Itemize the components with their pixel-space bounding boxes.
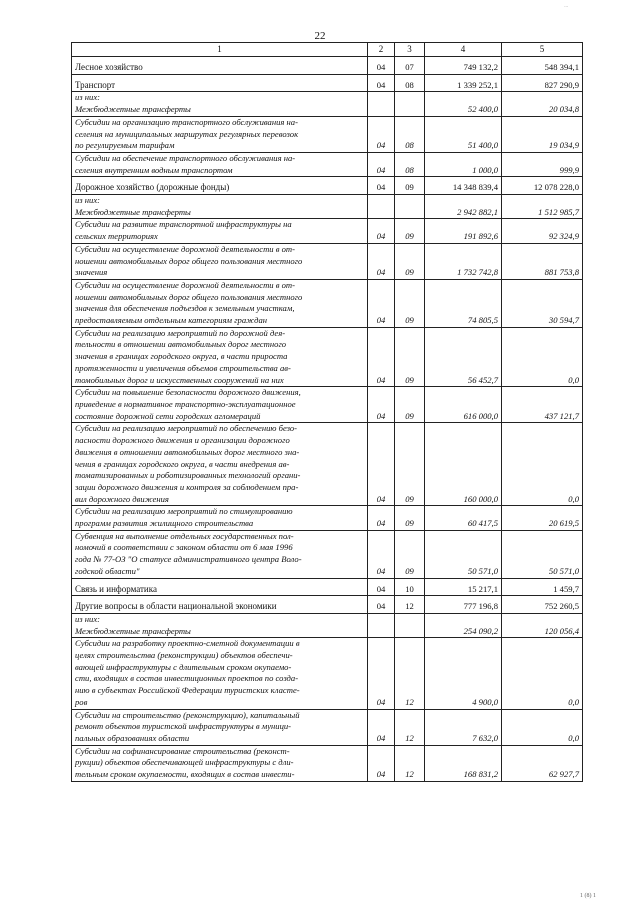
row-name-line: Транспорт — [75, 79, 116, 90]
row-actual-value: 548 394,1 — [502, 62, 583, 74]
row-name — [72, 613, 368, 625]
row-subsection-code: 09 — [395, 506, 425, 530]
row-plan-value: 160 000,0 — [425, 423, 502, 506]
row-plan-value: 168 831,2 — [425, 745, 502, 781]
row-name — [72, 182, 368, 194]
row-actual-value: 50 571,0 — [502, 530, 583, 578]
column-header-plan: 4 — [425, 43, 502, 57]
table-row — [72, 219, 583, 243]
row-name-line: ров — [75, 696, 88, 707]
row-plan-value: 2 942 882,1 — [425, 207, 502, 219]
row-name-line: нию в субъектах Российской Федерации туристских класте- — [75, 685, 300, 696]
row-actual-value: 1 512 985,7 — [502, 207, 583, 219]
column-header-subsection: 3 — [395, 43, 425, 57]
row-name — [72, 116, 368, 152]
row-section-code: 04 — [368, 745, 395, 781]
row-section-code — [368, 195, 395, 207]
row-subsection-code: 08 — [395, 152, 425, 176]
row-section-code — [368, 613, 395, 625]
row-section-code: 04 — [368, 530, 395, 578]
row-name — [72, 243, 368, 279]
row-actual-value: 12 078 228,0 — [502, 182, 583, 194]
row-actual-value: 120 056,4 — [502, 626, 583, 638]
row-name-line: из них: — [75, 92, 101, 103]
table-row — [72, 626, 583, 638]
row-name — [72, 62, 368, 74]
row-section-code: 04 — [368, 638, 395, 709]
row-subsection-code: 09 — [395, 423, 425, 506]
row-subsection-code — [395, 104, 425, 116]
row-plan-value: 1 732 742,8 — [425, 243, 502, 279]
row-plan-value: 74 805,5 — [425, 279, 502, 327]
row-name-line: сти, входящих в состав инвестиционных проектов по созда- — [75, 673, 299, 684]
row-actual-value: 437 121,7 — [502, 387, 583, 423]
row-name-line: ношении автомобильных дорог общего пользования местного — [75, 291, 303, 302]
row-actual-value — [502, 92, 583, 104]
row-section-code: 04 — [368, 279, 395, 327]
table-row — [72, 62, 583, 74]
row-section-code: 04 — [368, 601, 395, 613]
row-name-line: приведение в нормативное транспортно-эксплуатационное — [75, 398, 296, 409]
row-name — [72, 601, 368, 613]
row-name — [72, 152, 368, 176]
table-row — [72, 506, 583, 530]
row-plan-value — [425, 195, 502, 207]
row-name-line: Субсидии на организацию транспортного обслуживания на- — [75, 116, 298, 127]
row-name-line: значения в границах городского округа, в части прироста — [75, 351, 288, 362]
row-section-code: 04 — [368, 116, 395, 152]
row-name-line: номочий в соответствии с законом области от 6 мая 1996 — [75, 542, 293, 553]
row-name-line: Субсидии на осуществление дорожной деятельности в от- — [75, 279, 296, 290]
row-subsection-code: 09 — [395, 387, 425, 423]
row-subsection-code: 07 — [395, 62, 425, 74]
row-name-line: из них: — [75, 613, 101, 624]
table-row — [72, 207, 583, 219]
row-name-line: Субсидии на разработку проектно-сметной документации в — [75, 638, 300, 649]
row-name — [72, 638, 368, 709]
row-name-line: Связь и информатика — [75, 583, 157, 594]
row-name-line: движения в отношении автомобильных дорог местного зна- — [75, 446, 300, 457]
table-body — [72, 57, 583, 782]
table-row — [72, 104, 583, 116]
row-actual-value — [502, 613, 583, 625]
row-name-line: Субсидии на обеспечение транспортного обслуживания на- — [75, 152, 296, 163]
row-plan-value — [425, 613, 502, 625]
table-row — [72, 387, 583, 423]
row-subsection-code: 09 — [395, 530, 425, 578]
row-name-line: ношении автомобильных дорог общего пользования местного — [75, 255, 303, 266]
row-actual-value: 999,9 — [502, 152, 583, 176]
table-row — [72, 116, 583, 152]
row-name-line: значения — [75, 267, 108, 278]
row-actual-value: 881 753,8 — [502, 243, 583, 279]
row-actual-value: 20 619,5 — [502, 506, 583, 530]
row-section-code: 04 — [368, 243, 395, 279]
row-section-code — [368, 104, 395, 116]
table-row — [72, 601, 583, 613]
row-plan-value: 4 900,0 — [425, 638, 502, 709]
row-name-line: Межбюджетные трансферты — [75, 104, 191, 115]
row-name — [72, 423, 368, 506]
row-subsection-code: 09 — [395, 279, 425, 327]
table-row — [72, 182, 583, 194]
row-actual-value: 19 034,9 — [502, 116, 583, 152]
row-subsection-code: 09 — [395, 327, 425, 387]
row-name-line: Субсидии на повышение безопасности дорожного движения, — [75, 387, 301, 398]
row-section-code: 04 — [368, 387, 395, 423]
row-name-line: пальных образованиях области — [75, 732, 190, 743]
row-actual-value: 0,0 — [502, 638, 583, 709]
row-name-line: предоставляемым отдельным категориям граждан — [75, 315, 268, 326]
row-name-line: протяженности и увеличения объемов строительства ав- — [75, 362, 291, 373]
row-section-code: 04 — [368, 584, 395, 596]
row-section-code: 04 — [368, 506, 395, 530]
row-section-code: 04 — [368, 80, 395, 92]
row-name-line: Межбюджетные трансферты — [75, 625, 191, 636]
row-name-line: вил дорожного движения — [75, 493, 169, 504]
row-name-line: по регулируемым тарифам — [75, 140, 175, 151]
row-name — [72, 219, 368, 243]
row-name — [72, 709, 368, 745]
scan-footer-mark: 1 (8) 1 — [580, 893, 596, 899]
row-name — [72, 745, 368, 781]
table-row — [72, 613, 583, 625]
row-plan-value: 1 000,0 — [425, 152, 502, 176]
row-name-line: тельным сроком окупаемости, входящих в состав инвести- — [75, 769, 295, 780]
row-subsection-code: 12 — [395, 601, 425, 613]
row-name — [72, 387, 368, 423]
row-name-line: значения для обеспечения подъездов к земельным участкам, — [75, 303, 295, 314]
row-plan-value: 777 196,8 — [425, 601, 502, 613]
row-name-line: томобильных дорог и искусственных сооружений на них — [75, 374, 284, 385]
row-name — [72, 506, 368, 530]
table-row — [72, 152, 583, 176]
row-name-line: целях строительства (реконструкции) объектов обеспечи- — [75, 650, 293, 661]
column-header-actual: 5 — [502, 43, 583, 57]
row-actual-value: 30 594,7 — [502, 279, 583, 327]
row-subsection-code: 08 — [395, 116, 425, 152]
row-plan-value: 52 400,0 — [425, 104, 502, 116]
row-name-line: Субсидии на реализацию мероприятий по стимулированию — [75, 506, 293, 517]
row-name-line: тельности в отношении автомобильных дорог местного — [75, 339, 287, 350]
row-subsection-code: 09 — [395, 243, 425, 279]
row-name — [72, 327, 368, 387]
row-name-line: года № 77-ОЗ "О статусе административного центра Воло- — [75, 554, 302, 565]
row-name-line: пасности дорожного движения и организации дорожного — [75, 435, 290, 446]
row-plan-value: 60 417,5 — [425, 506, 502, 530]
row-plan-value: 56 452,7 — [425, 327, 502, 387]
row-subsection-code — [395, 92, 425, 104]
row-name-line: Межбюджетные трансферты — [75, 206, 191, 217]
row-section-code: 04 — [368, 152, 395, 176]
row-name-line: Субсидии на развитие транспортной инфраструктуры на — [75, 219, 292, 230]
table-row — [72, 80, 583, 92]
row-name-line: сельских территориях — [75, 231, 158, 242]
table-row — [72, 327, 583, 387]
row-subsection-code: 08 — [395, 80, 425, 92]
row-plan-value: 15 217,1 — [425, 584, 502, 596]
row-name-line: Другие вопросы в области национальной экономики — [75, 601, 277, 612]
row-name — [72, 584, 368, 596]
row-name-line: Субсидии на строительство (реконструкцию), капитальный — [75, 709, 300, 720]
row-name — [72, 626, 368, 638]
row-actual-value: 0,0 — [502, 423, 583, 506]
row-name-line: томатизированных и роботизированных технологий органи- — [75, 470, 301, 481]
row-name — [72, 279, 368, 327]
row-subsection-code — [395, 626, 425, 638]
row-section-code — [368, 207, 395, 219]
row-name-line: Субсидии на реализацию мероприятий по обеспечению безо- — [75, 423, 298, 434]
row-name-line: вающей инфраструктуры с длительным сроком окупаемо- — [75, 661, 292, 672]
row-plan-value — [425, 92, 502, 104]
table-row — [72, 92, 583, 104]
row-subsection-code: 09 — [395, 219, 425, 243]
table-row — [72, 423, 583, 506]
row-name — [72, 92, 368, 104]
row-name-line: рукции) объектов обеспечивающей инфраструктуры с дли- — [75, 757, 294, 768]
row-section-code: 04 — [368, 62, 395, 74]
row-plan-value: 254 090,2 — [425, 626, 502, 638]
row-actual-value: 1 459,7 — [502, 584, 583, 596]
table-header-row — [72, 43, 583, 57]
row-name-line: Дорожное хозяйство (дорожные фонды) — [75, 182, 230, 193]
row-name — [72, 80, 368, 92]
row-name-line: чения в границах городского округа, в части внедрения ав- — [75, 458, 290, 469]
row-plan-value: 51 400,0 — [425, 116, 502, 152]
row-section-code: 04 — [368, 182, 395, 194]
row-plan-value: 191 892,6 — [425, 219, 502, 243]
row-subsection-code: 12 — [395, 638, 425, 709]
row-section-code: 04 — [368, 327, 395, 387]
row-actual-value: 827 290,9 — [502, 80, 583, 92]
row-name-line: селения внутренним водным транспортом — [75, 164, 233, 175]
row-name-line: состояние дорожной сети городских агломераций — [75, 410, 261, 421]
row-name-line: программ развития жилищного строительства — [75, 518, 254, 529]
row-plan-value: 14 348 839,4 — [425, 182, 502, 194]
row-plan-value: 749 132,2 — [425, 62, 502, 74]
row-subsection-code: 12 — [395, 745, 425, 781]
row-subsection-code: 10 — [395, 584, 425, 596]
row-name-line: Субвенция на выполнение отдельных государственных пол- — [75, 530, 294, 541]
row-actual-value: 0,0 — [502, 709, 583, 745]
row-name-line: годской области" — [75, 565, 140, 576]
row-subsection-code — [395, 207, 425, 219]
budget-table — [71, 42, 583, 782]
row-name-line: Субсидии на софинансирование строительства (реконст- — [75, 745, 290, 756]
row-plan-value: 7 632,0 — [425, 709, 502, 745]
table-row — [72, 709, 583, 745]
row-section-code — [368, 92, 395, 104]
row-subsection-code: 09 — [395, 182, 425, 194]
row-plan-value: 1 339 252,1 — [425, 80, 502, 92]
row-name — [72, 104, 368, 116]
row-section-code: 04 — [368, 219, 395, 243]
row-name — [72, 530, 368, 578]
table-row — [72, 243, 583, 279]
row-name-line: Субсидии на осуществление дорожной деятельности в от- — [75, 243, 296, 254]
row-section-code — [368, 626, 395, 638]
row-actual-value — [502, 195, 583, 207]
row-name-line: зации дорожного движения и контроля за соблюдением пра- — [75, 481, 299, 492]
row-subsection-code: 12 — [395, 709, 425, 745]
row-name-line: из них: — [75, 195, 101, 206]
table-row — [72, 530, 583, 578]
row-actual-value: 0,0 — [502, 327, 583, 387]
row-section-code: 04 — [368, 423, 395, 506]
page-number: 22 — [314, 30, 326, 42]
row-plan-value: 616 000,0 — [425, 387, 502, 423]
row-actual-value: 62 927,7 — [502, 745, 583, 781]
row-actual-value: 20 034,8 — [502, 104, 583, 116]
row-section-code: 04 — [368, 709, 395, 745]
row-name — [72, 195, 368, 207]
row-name-line: Субсидии на реализацию мероприятий по дорожной дея- — [75, 327, 286, 338]
table-row — [72, 584, 583, 596]
column-header-name: 1 — [72, 43, 368, 57]
row-name-line: селения на муниципальных маршрутах регулярных перевозок — [75, 128, 299, 139]
table-row — [72, 279, 583, 327]
table-row — [72, 638, 583, 709]
row-plan-value: 50 571,0 — [425, 530, 502, 578]
row-subsection-code — [395, 195, 425, 207]
column-header-section: 2 — [368, 43, 395, 57]
table-row — [72, 195, 583, 207]
row-name-line: Лесное хозяйство — [75, 62, 143, 72]
table-row — [72, 745, 583, 781]
row-actual-value: 92 324,9 — [502, 219, 583, 243]
row-actual-value: 752 260,5 — [502, 601, 583, 613]
row-subsection-code — [395, 613, 425, 625]
row-name — [72, 207, 368, 219]
row-name-line: ремонт объектов туристской инфраструктуры в муници- — [75, 721, 292, 732]
scan-mark: ... — [564, 4, 568, 9]
